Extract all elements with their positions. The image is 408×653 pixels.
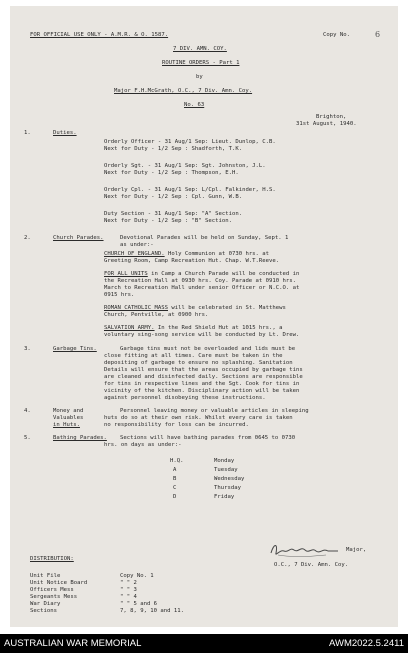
coe-line	[104, 251, 269, 257]
units-line	[104, 271, 299, 277]
copy-number-handwritten: 6	[375, 30, 381, 39]
bathing-section: B	[173, 476, 177, 482]
distribution-copy: " " 5 and 6	[120, 601, 158, 607]
duty-line: Next for Duty - 1/2 Sep : Shadforth, T.K.	[104, 146, 243, 152]
distribution-recipient: Sections	[30, 608, 57, 614]
section-3-number: 3.	[24, 346, 31, 352]
garbage-line: Garbage tins must not be overloaded and lids must be	[120, 346, 296, 352]
garbage-line: for tins in respective lines and the Sgt. Cook for tins in	[104, 381, 300, 387]
duty-line: Orderly Officer - 31 Aug/1 Sep: Lieut. Dunlop, C.B.	[104, 139, 276, 145]
archive-footer-bar	[0, 634, 408, 653]
garbage-line: close fitting at all times. Care must be taken in the	[104, 353, 283, 359]
sa-heading: SALVATION ARMY.	[104, 325, 155, 331]
money-line: huts do so at their own risk. Whilst every care is taken	[104, 415, 293, 421]
garbage-line: vicinity of the kitchen. Disciplinary action will be taken	[104, 388, 300, 394]
bathing-day: Monday	[214, 458, 235, 464]
issuer-line: Major F.H.McGrath, O.C., 7 Div. Amn. Coy.	[114, 88, 253, 94]
bathing-section: A	[173, 467, 177, 473]
classification-line: FOR OFFICIAL USE ONLY - A.M.R. & O. 1587.	[30, 32, 169, 38]
bathing-day: Wednesday	[214, 476, 245, 482]
distribution-copy: " " 2	[120, 580, 137, 586]
distribution-recipient: War Diary	[30, 601, 61, 607]
sa-line	[104, 325, 283, 331]
garbage-line: against personnel disobeying these instructions.	[104, 395, 266, 401]
distribution-copy: 7, 8, 9, 10 and 11.	[120, 608, 184, 614]
duty-line: Orderly Sgt. - 31 Aug/1 Sep: Sgt. Johnston, J.L.	[104, 163, 266, 169]
rc-line: Church, Pentville, at 0900 hrs.	[104, 312, 209, 318]
church-intro-line: Devotional Parades will be held on Sunday, Sept. 1	[120, 235, 289, 241]
order-number: No. 63	[184, 102, 205, 108]
rc-text: will be celebrated in St. Matthews	[168, 305, 286, 311]
sa-text: In the Red Shield Hut at 1015 hrs., a	[154, 325, 283, 331]
church-intro-line: as under:-	[120, 242, 154, 248]
rc-heading: ROMAN CATHOLIC MASS	[104, 305, 168, 311]
section-3-title: Garbage Tins.	[53, 346, 97, 352]
duty-line: Next for Duty - 1/2 Sep : Thompson, E.H.	[104, 170, 239, 176]
bathing-section: H.Q.	[170, 458, 184, 464]
archive-reference: AWM2022.5.2411	[329, 638, 404, 649]
bathing-day: Friday	[214, 494, 235, 500]
section-1-number: 1.	[24, 130, 31, 136]
signature-rank: Major,	[346, 547, 367, 553]
copy-number-label: Copy No.	[323, 32, 350, 38]
place: Brighton,	[316, 114, 347, 120]
bathing-section: C	[173, 485, 177, 491]
duty-line: Next for Duty - 1/2 Sep : Cpl. Gunn, W.B.	[104, 194, 243, 200]
bathing-intro-line: hrs. on days as under:-	[104, 442, 182, 448]
date: 31st August, 1940.	[296, 121, 357, 127]
distribution-copy: " " 4	[120, 594, 137, 600]
duty-line: Duty Section - 31 Aug/1 Sep: "A" Section.	[104, 211, 243, 217]
duty-line: Next for Duty - 1/2 Sep : "B" Section.	[104, 218, 232, 224]
bathing-section: D	[173, 494, 177, 500]
coe-text: Holy Communion at 0730 hrs. at	[164, 251, 270, 257]
bathing-intro-line: Sections will have bathing parades from 0645 to 0730	[120, 435, 296, 441]
section-1-title: Duties.	[53, 130, 77, 136]
money-line: no responsibility for loss can be incurred.	[104, 422, 249, 428]
rc-line	[104, 305, 286, 311]
section-2-title: Church Parades.	[53, 235, 104, 241]
garbage-line: Details will ensure that the areas occupied by garbage tins	[104, 367, 303, 373]
section-4-title-line: Valuables	[53, 415, 84, 421]
units-line: the Recreation Hall at 0930 hrs. Coy. Parade at 0910 hrs.	[104, 278, 296, 284]
section-4-number: 4.	[24, 408, 31, 414]
section-2-number: 2.	[24, 235, 31, 241]
distribution-recipient: Unit Notice Board	[30, 580, 88, 586]
units-line: 0915 hrs.	[104, 292, 135, 298]
section-5-title: Bathing Parades.	[53, 435, 107, 441]
document-page	[10, 6, 398, 627]
sa-line: voluntary sing-song service will be conducted by Lt. Drew.	[104, 332, 300, 338]
section-4-title-line: in Huts.	[53, 422, 80, 428]
coe-heading: CHURCH OF ENGLAND.	[104, 251, 165, 257]
bathing-day: Thursday	[214, 485, 241, 491]
coe-line: Greeting Room, Camp Recreation Hut. Chap. W.T.Reeve.	[104, 258, 280, 264]
distribution-copy: Copy No. 1	[120, 573, 154, 579]
garbage-line: are cleaned and disinfected daily. Sections are responsible	[104, 374, 303, 380]
units-line: March to Recreation Hall under senior Officer or N.C.O. at	[104, 285, 300, 291]
bathing-day: Tuesday	[214, 467, 238, 473]
units-heading: FOR ALL UNITS	[104, 271, 148, 277]
section-5-number: 5.	[24, 435, 31, 441]
units-text: in Camp a Church Parade will be conducted in	[147, 271, 300, 277]
money-line: Personnel leaving money or valuable articles in sleeping	[120, 408, 309, 414]
distribution-heading: DISTRIBUTION:	[30, 556, 74, 562]
distribution-recipient: Sergeants Mess	[30, 594, 78, 600]
archive-name: AUSTRALIAN WAR MEMORIAL	[4, 638, 142, 649]
handwritten-signature	[268, 539, 348, 561]
by-line: by	[196, 74, 203, 80]
duty-line: Orderly Cpl. - 31 Aug/1 Sep: L/Cpl. Falkinder, H.S.	[104, 187, 276, 193]
signature-title: O.C., 7 Div. Amn. Coy.	[274, 562, 349, 568]
distribution-recipient: Officers Mess	[30, 587, 74, 593]
distribution-recipient: Unit File	[30, 573, 61, 579]
unit-name: 7 DIV. AMN. COY.	[173, 46, 227, 52]
garbage-line: depositing of garbage to ensure no splashing. Sanitation	[104, 360, 293, 366]
section-4-title-line: Money and	[53, 408, 84, 414]
distribution-copy: " " 3	[120, 587, 137, 593]
document-title: ROUTINE ORDERS - Part 1	[162, 60, 240, 66]
